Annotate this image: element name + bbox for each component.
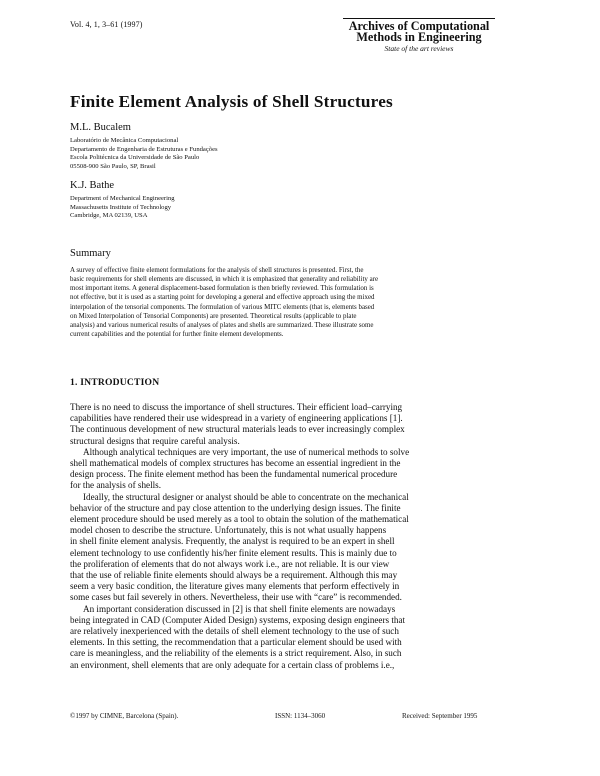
- body-line: capabilities have rendered their use widespread in a variety of engineering applications [1].: [70, 413, 403, 424]
- body-line: element procedure should be used merely as a tool to obtain the solution of the mathematical: [70, 514, 409, 525]
- body-line: model chosen to describe the structure. Unfortunately, this is not what usually happens: [70, 525, 387, 536]
- body-line: The continuous development of new structural materials leads to ever increasingly complex: [70, 424, 405, 435]
- footer-copyright: ©1997 by CIMNE, Barcelona (Spain).: [70, 712, 179, 720]
- summary-line: not effective, but it is used as a starting point for developing a general and effective approach using the mixed: [70, 293, 375, 302]
- summary-heading: Summary: [70, 248, 111, 259]
- journal-title-line-1: Archives of Computational: [348, 19, 490, 33]
- affiliation-line: Departamento de Engenharia de Estruturas e Fundações: [70, 145, 218, 153]
- volume-info: Vol. 4, 1, 3–61 (1997): [70, 20, 143, 29]
- footer-issn: ISSN: 1134–3060: [275, 712, 326, 720]
- affiliation-line: Department of Mechanical Engineering: [70, 195, 175, 202]
- summary-line: most important items. A general displacement-based formulation is then briefly reviewed. This formulation is: [70, 284, 374, 293]
- body-line: Ideally, the structural designer or analyst should be able to concentrate on the mechanical: [83, 491, 409, 502]
- summary-line: analysis) and various numerical results of analyses of plates and shells are summarized. These illustrate some: [70, 320, 374, 329]
- body-line: element technology to use confidently his/her finite element results. This is mainly due to: [70, 547, 397, 558]
- section-heading-introduction: 1. INTRODUCTION: [70, 377, 160, 388]
- paper-title: Finite Element Analysis of Shell Structures: [70, 92, 393, 111]
- affiliation-line: 05508-900 São Paulo, SP, Brasil: [70, 162, 156, 170]
- journal-masthead: [343, 18, 495, 53]
- author-affiliation-1: [70, 137, 218, 171]
- affiliation-line: Massachusetts Institute of Technology: [70, 203, 172, 211]
- body-line: for the analysis of shells.: [70, 480, 161, 491]
- body-line: are relatively inexperienced with the details of shell element technology to the use of such: [70, 626, 399, 637]
- author-name-1: M.L. Bucalem: [70, 122, 131, 133]
- journal-tagline: State of the art reviews: [384, 44, 454, 53]
- body-line: the proliferation of elements that do not always work i.e., are not reliable. It is our view: [70, 558, 390, 569]
- body-line: Although analytical techniques are very important, the use of numerical methods to solve: [83, 446, 410, 457]
- body-line: There is no need to discuss the importance of shell structures. Their efficient load–carrying: [70, 402, 403, 412]
- summary-line: on Mixed Interpolation of Tensorial Components) are presented. Theoretical results (applicable to plate: [70, 311, 357, 320]
- author-name-2: K.J. Bathe: [70, 180, 115, 191]
- body-line: that the use of reliable finite elements should always be a requirement. Although this may: [70, 570, 398, 581]
- affiliation-line: Escola Politécnica da Universidade de São Paulo: [70, 154, 200, 162]
- summary-line: interpolation of the tensorial components. The formulation of various MITC elements (that is, elements based: [70, 302, 375, 311]
- body-line: An important consideration discussed in [2] is that shell finite elements are nowadays: [83, 603, 396, 614]
- body-line: structural designs that require careful analysis.: [70, 435, 240, 446]
- body-line: seem a very basic condition, the literature gives many elements that perform effectively in: [70, 581, 400, 592]
- body-line: an environment, shell elements that are only adequate for a certain class of problems i.e.,: [70, 659, 395, 670]
- body-line: in shell finite element analysis. Frequently, the analyst is required to be an expert in shell: [70, 536, 395, 547]
- author-affiliation-2: [70, 195, 175, 221]
- affiliation-line: Cambridge, MA 02139, USA: [70, 212, 148, 220]
- summary-text: [70, 266, 495, 339]
- body-line: elements. In this setting, the recommendation that a particular element should be used with: [70, 637, 402, 648]
- summary-line: basic requirements for shell elements are discussed, in which it is emphasized that generality and reliability are: [70, 275, 379, 284]
- body-line: being integrated in CAD (Computer Aided Design) systems, exposing design engineers that: [70, 614, 406, 625]
- journal-title-line-2: Methods in Engineering: [356, 30, 482, 44]
- footer-received: Received: September 1995: [402, 712, 478, 720]
- introduction-body: [70, 402, 500, 671]
- summary-line: current capabilities and the potential for further finite element developments.: [70, 330, 284, 339]
- body-line: care is meaningless, and the reliability of the elements is a strict requirement. Also, in such: [70, 648, 402, 659]
- affiliation-line: Laboratório de Mecânica Computacional: [70, 137, 179, 144]
- body-line: shell mathematical models of complex structures has become an essential ingredient in the: [70, 458, 401, 469]
- summary-line: A survey of effective finite element formulations for the analysis of shell structures is presented. First, the: [70, 266, 364, 274]
- body-line: behavior of the structure and pay close attention to the underlying design issues. The finite: [70, 502, 401, 513]
- body-line: some cases but fail severely in others. Nevertheless, their use with “care” is recommended.: [70, 592, 402, 603]
- body-line: design process. The finite element method has been the fundamental numerical procedure: [70, 469, 398, 480]
